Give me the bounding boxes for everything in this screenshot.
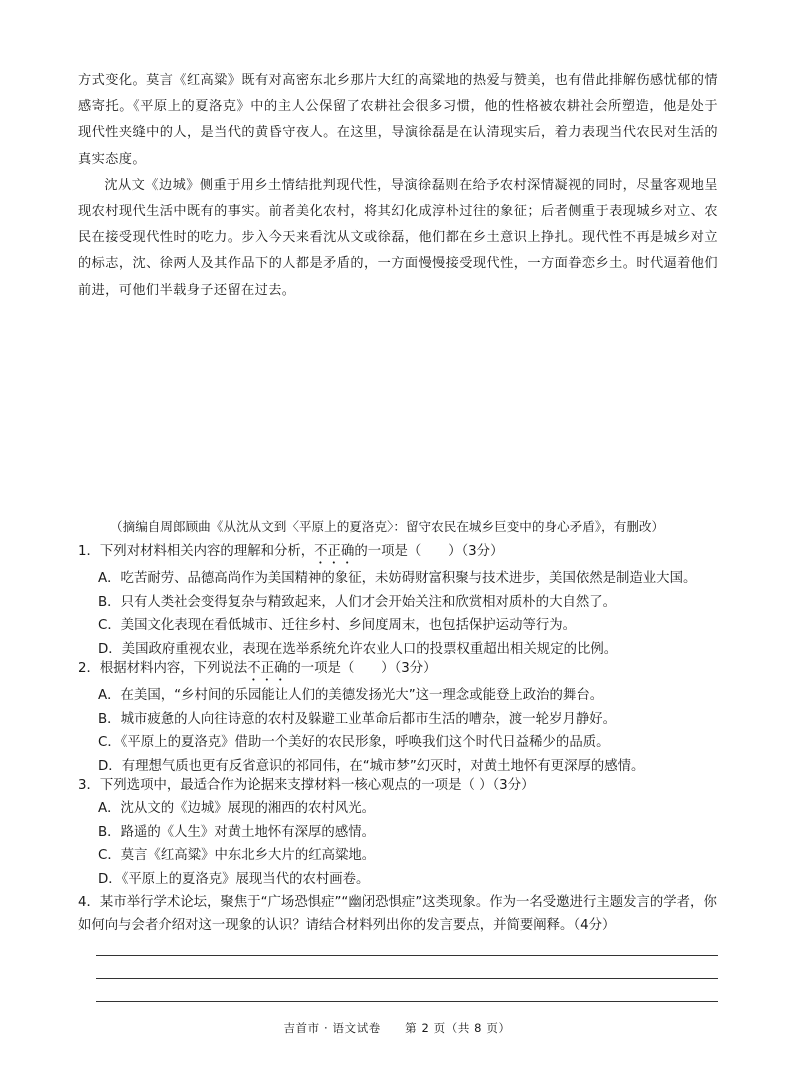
question-3-option-c[interactable]: C．莫言《红高粱》中东北乡大片的红高粱地。	[98, 848, 376, 864]
question-2-option-a[interactable]: A．在美国，“乡村间的乐园能让人们的美德发扬光大”这一理念或能登上政治的舞台。	[98, 688, 604, 703]
question-2-option-d[interactable]: D．有理想气质也更有反省意识的祁同伟，在“城市梦”幻灭时，对黄土地怀有更深厚的感情。	[98, 758, 645, 774]
answer-line-2[interactable]	[96, 978, 718, 979]
question-4-stem: 4．某市举行学术论坛，聚焦于“广场恐惧症”“幽闭恐惧症”这类现象。作为一名受邀进行主题发言的学者，你如何向与会者介绍对这一现象的认识？请结合材料列出你的发言要点，并简要阐释。（4分）	[78, 895, 717, 933]
question-1-stem: 1．下列对材料相关内容的理解和分析，不正确的一项是（ ）（3分）	[78, 544, 504, 559]
question-2	[78, 658, 718, 778]
question-1	[78, 541, 718, 661]
question-3-option-a[interactable]: A．沈从文的《边城》展现的湘西的农村风光。	[98, 801, 375, 816]
question-2-option-b[interactable]: B．城市疲惫的人向往诗意的农村及躲避工业革命后都市生活的嘈杂，渡一轮岁月静好。	[98, 711, 617, 727]
question-2-option-c[interactable]: C．《平原上的夏洛克》借助一个美好的农民形象，呼唤我们这个时代日益稀少的品质。	[98, 735, 610, 751]
question-1-option-a[interactable]: A．吃苦耐劳、品德高尚作为美国精神的象征，未妨碍财富积聚与技术进步，美国依然是制造业大国。	[98, 571, 697, 586]
question-3-stem: 3．下列选项中，最适合作为论据来支撑材料一核心观点的一项是（ ）（3分）	[78, 778, 535, 793]
answer-line-3[interactable]	[96, 1001, 718, 1002]
question-1-option-b[interactable]: B．只有人类社会变得复杂与精致起来，人们才会开始关注和欣赏相对质朴的大自然了。	[98, 594, 617, 610]
question-1-option-d[interactable]: D．美国政府重视农业，表现在选举系统允许农业人口的投票权重超出相关规定的比例。	[98, 641, 618, 657]
question-1-option-c[interactable]: C．美国文化表现在看低城市、迁往乡村、乡间度周末，也包括保护运动等行为。	[98, 618, 577, 634]
passage-source: （摘编自周郎顾曲《从沈从文到〈平原上的夏洛克〉：留守农民在城乡巨变中的身心矛盾》，有删改）	[110, 519, 665, 534]
passage-paragraph-2: 沈从文《边城》侧重于用乡土情结批判现代性，导演徐磊则在给予农村深情凝视的同时，尽量客观地呈现农村现代生活中既有的事实。前者美化农村，将其幻化成淳朴过往的象征；后者侧重于表现城乡对立、农民在接受现代性时的吃力。步入今天来看沈从文或徐磊，他们都在乡土意识上挣扎。现代性不再是城乡对立的标志，沈、徐两人及其作品下的人都是矛盾的，一方面慢慢接受现代性，一方面眷恋乡土。时代逼着他们前进，可他们半载身子还留在过去。	[78, 177, 718, 298]
question-3	[78, 775, 718, 891]
question-3-option-b[interactable]: B．路遥的《人生》对黄土地怀有深厚的感情。	[98, 824, 375, 840]
page-footer: 吉首市 · 语文试卷 第 2 页（共 8 页）	[283, 1021, 511, 1035]
answer-line-1[interactable]	[96, 955, 718, 956]
question-2-emphasis: 不正确	[247, 661, 288, 676]
passage-paragraph-1: 方式变化。莫言《红高粱》既有对高密东北乡那片大红的高粱地的热爱与赞美，也有借此排解伤感忧郁的情感寄托。《平原上的夏洛克》中的主人公保留了农耕社会很多习惯，他的性格被农耕社会所塑造，他是处于现代性夹缝中的人，是当代的黄昏守夜人。在这里，导演徐磊是在认清现实后，着力表现当代农民对生活的真实态度。	[78, 73, 718, 167]
reading-passage	[78, 68, 718, 304]
question-1-emphasis: 不正确	[314, 544, 355, 559]
question-4	[78, 891, 718, 937]
question-3-option-d[interactable]: D．《平原上的夏洛克》展现当代的农村画卷。	[98, 871, 370, 887]
question-2-stem: 2．根据材料内容，下列说法不正确的一项是（ ）（3分）	[78, 661, 437, 676]
